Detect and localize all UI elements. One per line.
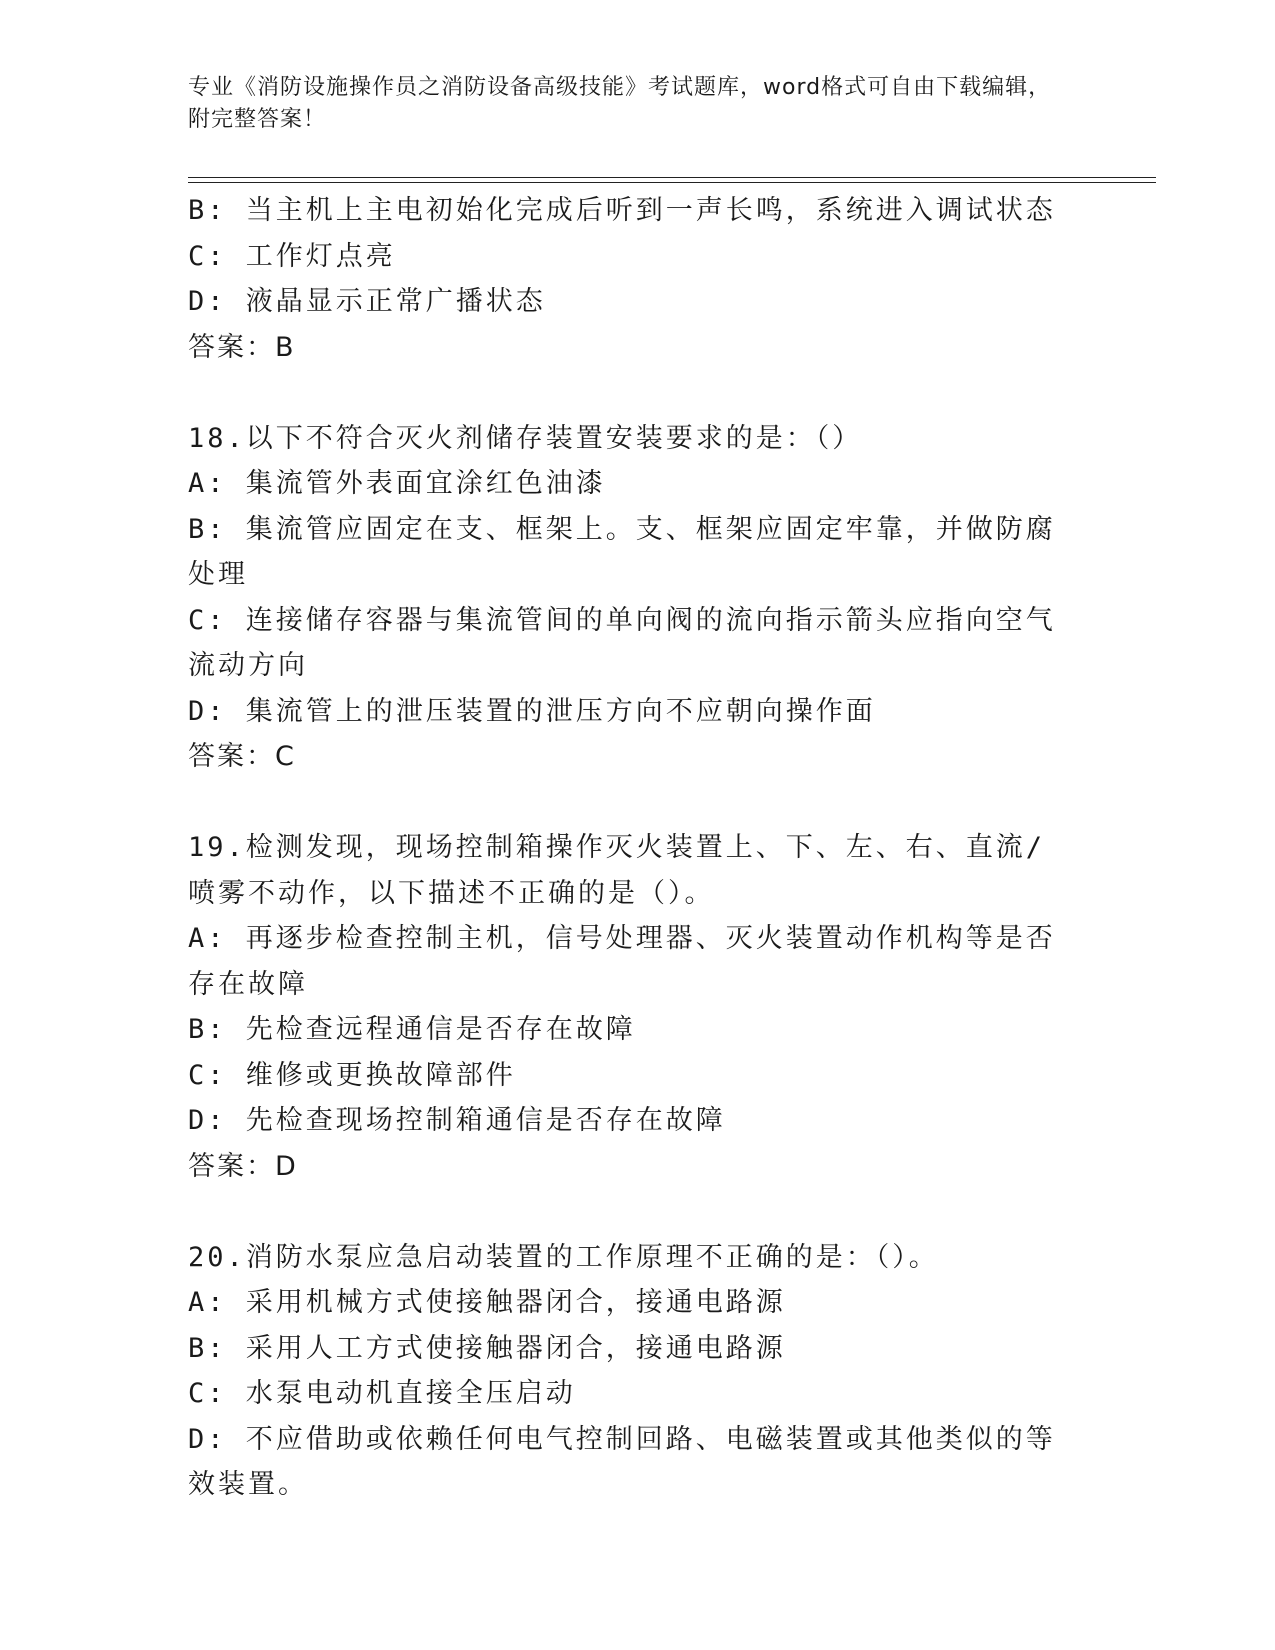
question-20-option-a: A: 采用机械方式使接触器闭合，接通电路源	[188, 1287, 786, 1318]
question-20-option-b: B: 采用人工方式使接触器闭合，接通电路源	[188, 1332, 786, 1364]
question-19-option-a: A: 再逐步检查控制主机，信号处理器、灭火装置动作机构等是否存在故障	[188, 923, 1056, 1000]
question-19-answer: 答案：D	[188, 1150, 298, 1182]
question-19-block	[188, 825, 1068, 1189]
question-19-stem: 19.检测发现，现场控制箱操作灭火装置上、下、左、右、直流/喷雾不动作，以下描述不正确的是（）。	[188, 832, 1046, 909]
question-20-option-d: D: 不应借助或依赖任何电气控制回路、电磁装置或其他类似的等效装置。	[188, 1423, 1056, 1500]
prev-option-c: C: 工作灯点亮	[188, 240, 396, 272]
prev-option-d: D: 液晶显示正常广播状态	[188, 286, 546, 317]
question-18-block	[188, 416, 1068, 780]
question-18-answer: 答案：C	[188, 741, 296, 772]
spacer	[188, 370, 1068, 416]
question-18-option-d: D: 集流管上的泄压装置的泄压方向不应朝向操作面	[188, 695, 876, 727]
header-rule-bottom	[188, 182, 1156, 183]
prev-answer: 答案：B	[188, 331, 296, 363]
question-19-option-b: B: 先检查远程通信是否存在故障	[188, 1014, 636, 1045]
spacer	[188, 1189, 1068, 1235]
question-18-option-a: A: 集流管外表面宜涂红色油漆	[188, 468, 606, 499]
question-18-option-b: B: 集流管应固定在支、框架上。支、框架应固定牢靠，并做防腐处理	[188, 513, 1056, 590]
question-20-block	[188, 1235, 1068, 1508]
question-18-stem: 18.以下不符合灭火剂储存装置安装要求的是：（）	[188, 422, 863, 454]
prev-option-b: B: 当主机上主电初始化完成后听到一声长鸣，系统进入调试状态	[188, 195, 1056, 226]
header-rule-top	[188, 177, 1156, 178]
prev-question-block	[188, 188, 1068, 370]
spacer	[188, 780, 1068, 826]
question-18-option-c: C: 连接储存容器与集流管间的单向阀的流向指示箭头应指向空气流动方向	[188, 604, 1056, 681]
question-20-option-c: C: 水泵电动机直接全压启动	[188, 1378, 576, 1409]
question-19-option-c: C: 维修或更换故障部件	[188, 1059, 516, 1091]
document-header: 专业《消防设施操作员之消防设备高级技能》考试题库，word格式可自由下载编辑，附完整答案！	[188, 75, 1052, 132]
question-content	[188, 188, 1068, 1508]
question-20-stem: 20.消防水泵应急启动装置的工作原理不正确的是：（）。	[188, 1241, 939, 1273]
question-19-option-d: D: 先检查现场控制箱通信是否存在故障	[188, 1105, 726, 1136]
